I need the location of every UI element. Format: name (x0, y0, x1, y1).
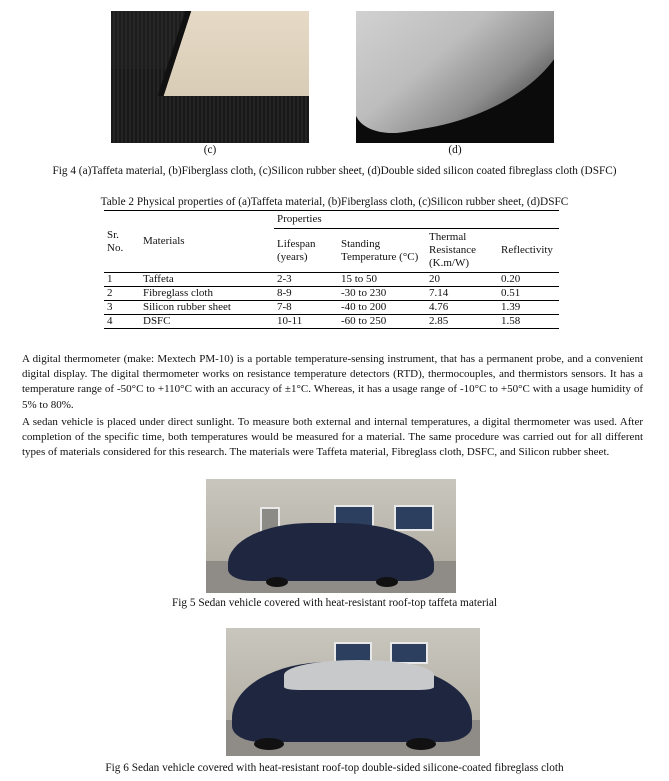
cell-thermal: 4.76 (429, 301, 449, 313)
header-lifespan: Lifespan (years) (274, 229, 338, 273)
cell-material: DSFC (143, 315, 171, 327)
cell-material: Fibreglass cloth (143, 287, 213, 299)
cell-no: 3 (107, 301, 113, 313)
cell-reflectivity: 0.20 (501, 273, 521, 285)
cell-material: Silicon rubber sheet (143, 301, 231, 313)
header-materials: Materials (140, 211, 274, 273)
cell-standing: -30 to 230 (341, 287, 387, 299)
paragraph-procedure: A sedan vehicle is placed under direct sunlight. To measure both external and internal temperatures, a digital thermometer was used. After completion of the specific time, both temperatures would be measured for a material. The same procedure was carried out for all different types of materials considered for this research. The materials were Taffeta material, Fibreglass cloth, DSFC, and Silicon rubber sheet. (22, 416, 643, 459)
cell-material: Taffeta (143, 273, 174, 285)
cell-thermal: 20 (429, 273, 440, 285)
taffeta-covered-car-photo (206, 479, 456, 593)
cell-reflectivity: 1.39 (501, 301, 521, 313)
header-reflectivity: Reflectivity (498, 229, 559, 273)
dsfc-cloth-image (356, 11, 554, 143)
table-row (104, 287, 559, 301)
cell-lifespan: 8-9 (277, 287, 292, 299)
properties-table (104, 210, 559, 329)
table-row (104, 315, 559, 329)
silicon-rubber-sheet-image (111, 11, 309, 143)
table-row (104, 273, 559, 287)
cell-standing: -40 to 200 (341, 301, 387, 313)
header-standing-temperature: Standing Temperature (°C) (338, 229, 426, 273)
header-srno: Sr. No. (104, 211, 140, 273)
header-thermal-resistance: Thermal Resistance (K.m/W) (426, 229, 498, 273)
dsfc-covered-car-photo (226, 628, 480, 756)
table-2-caption: Table 2 Physical properties of (a)Taffeta material, (b)Fiberglass cloth, (c)Silicon rubber sheet, (d)DSFC (100, 196, 569, 208)
cell-no: 4 (107, 315, 113, 327)
cell-thermal: 2.85 (429, 315, 449, 327)
figure-4-caption: Fig 4 (a)Taffeta material, (b)Fiberglass cloth, (c)Silicon rubber sheet, (d)Double sided silicon coated fibreglass cloth (DSFC) (52, 165, 617, 177)
cell-lifespan: 2-3 (277, 273, 292, 285)
figure-label-c: (c) (203, 144, 217, 156)
cell-reflectivity: 1.58 (501, 315, 521, 327)
cell-no: 2 (107, 287, 113, 299)
cell-no: 1 (107, 273, 113, 285)
cell-standing: -60 to 250 (341, 315, 387, 327)
journal-logo (32, 0, 92, 10)
cell-thermal: 7.14 (429, 287, 449, 299)
cell-lifespan: 7-8 (277, 301, 292, 313)
cell-reflectivity: 0.51 (501, 287, 521, 299)
table-row (104, 301, 559, 315)
figure-5-caption: Fig 5 Sedan vehicle covered with heat-resistant roof-top taffeta material (171, 597, 498, 609)
cell-standing: 15 to 50 (341, 273, 378, 285)
header-properties: Properties (274, 211, 559, 229)
cell-lifespan: 10-11 (277, 315, 303, 327)
paragraph-thermometer: A digital thermometer (make: Mextech PM-10) is a portable temperature-sensing instrument, that has a permanent probe, and a convenient digital display. The digital thermometer works on resistance temperature detectors (RTD), thermocouples, and thermistors sensors. It has a temperature range of -50°C to +110°C with an accuracy of ±1°C. Whereas, it has a usage range of -10°C to +50°C with a usage humidity of 5% to 80%. (22, 353, 643, 411)
figure-label-d: (d) (448, 144, 462, 156)
figure-6-caption: Fig 6 Sedan vehicle covered with heat-resistant roof-top double-sided silicone-coated fibreglass cloth (105, 762, 564, 774)
